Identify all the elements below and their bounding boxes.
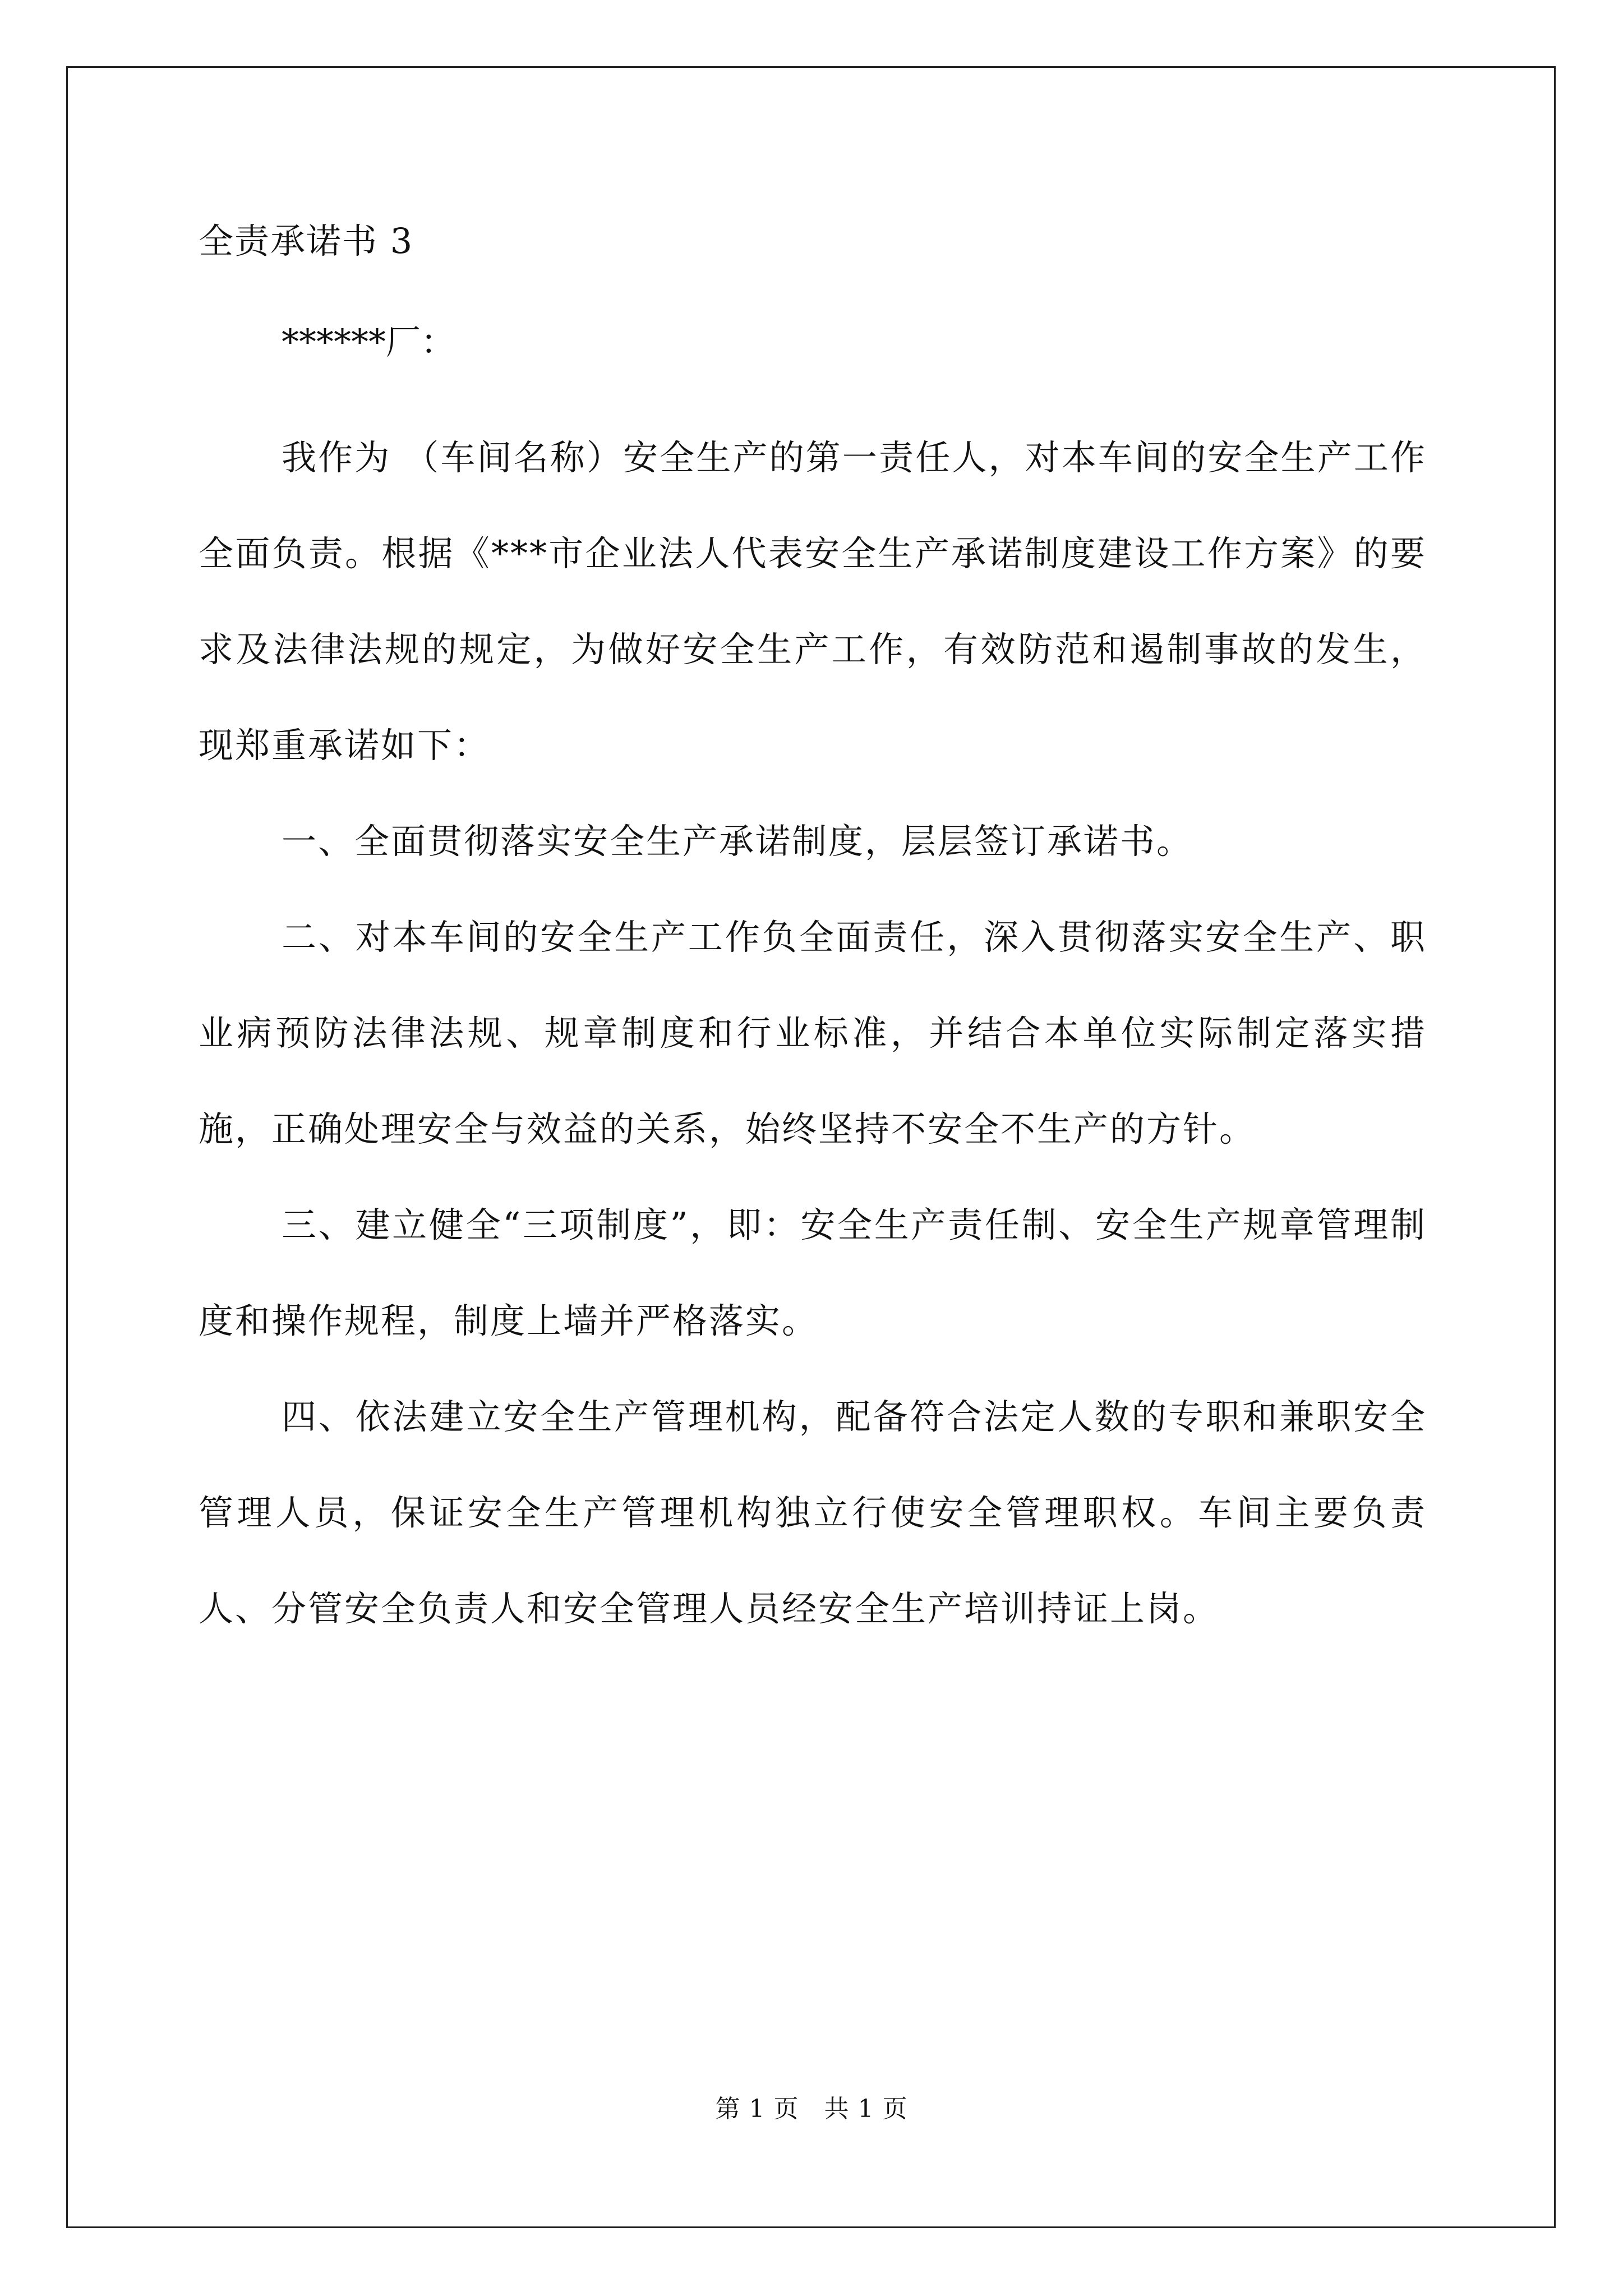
paragraph-item-1: 一、全面贯彻落实安全生产承诺制度，层层签订承诺书。: [282, 821, 1193, 862]
document-title: 全责承诺书 3: [199, 220, 414, 261]
paragraph-item-4: 四、依法建立安全生产管理机构，配备符合法定人数的专职和兼职安全管理人员，保证安全生产管理机构独立行使安全管理职权。车间主要负责人、分管安全负责人和安全管理人员经安全生产培训持证上岗。: [199, 1396, 1427, 1629]
document-body: [199, 213, 1427, 1657]
paragraph-item-2: 二、对本车间的安全生产工作负全面责任，深入贯彻落实安全生产、职业病预防法律法规、规章制度和行业标准，并结合本单位实际制定落实措施，正确处理安全与效益的关系，始终坚持不安全不生产的方针。: [199, 917, 1427, 1149]
page-footer: 第 1 页 共 1 页: [715, 2095, 908, 2123]
paragraph-intro: 我作为 （车间名称）安全生产的第一责任人，对本车间的安全生产工作全面负责。根据《***市企业法人代表安全生产承诺制度建设工作方案》的要求及法律法规的规定，为做好安全生产工作，有效防范和遏制事故的发生，现郑重承诺如下：: [199, 437, 1427, 766]
salutation: ******厂：: [282, 321, 456, 362]
paragraph-item-3: 三、建立健全“三项制度”，即：安全生产责任制、安全生产规章管理制度和操作规程，制度上墙并严格落实。: [199, 1204, 1427, 1341]
